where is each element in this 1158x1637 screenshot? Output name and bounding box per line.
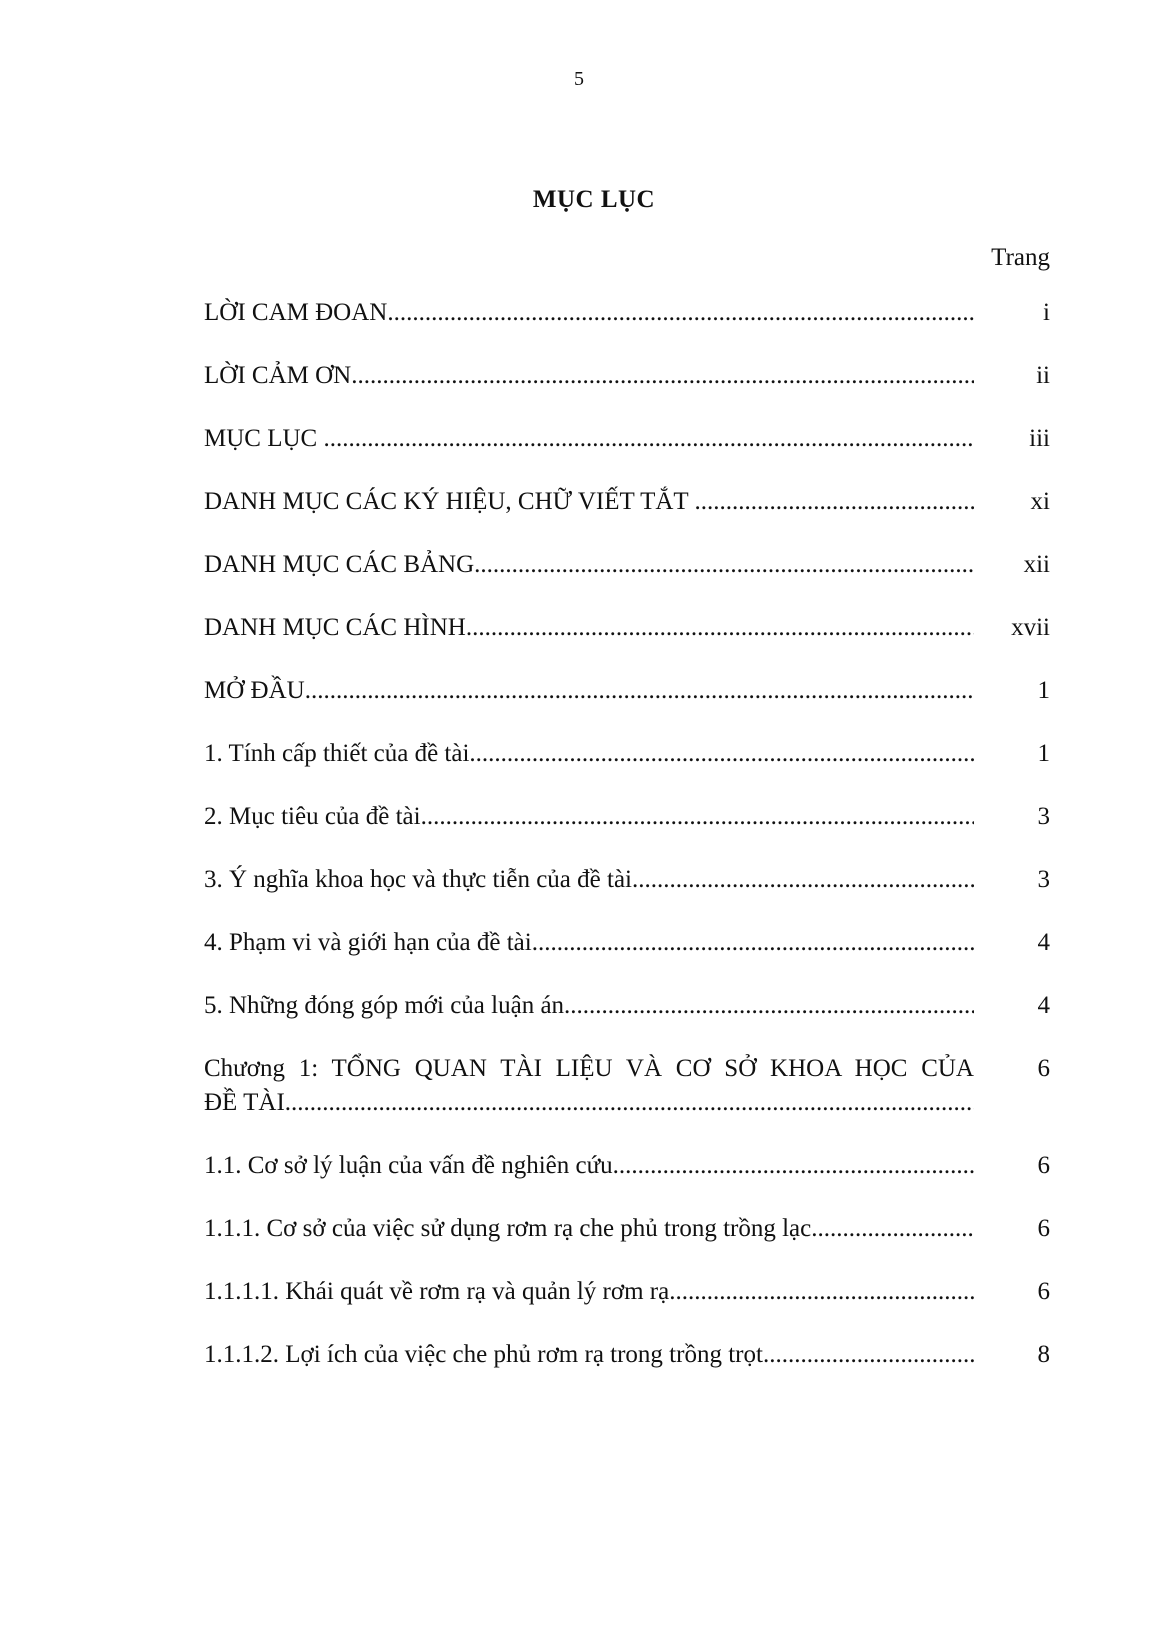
toc-entry[interactable]: [204, 359, 1050, 422]
toc-entry-page: 1: [1037, 677, 1050, 704]
toc-entry-page: ii: [1036, 362, 1050, 389]
leader-dots: [763, 1341, 974, 1368]
toc-entry-page: 6: [1037, 1278, 1050, 1305]
toc-entry[interactable]: [204, 926, 1050, 989]
toc-entry-text: 4. Phạm vi và giới hạn của đề tài: [204, 929, 532, 956]
toc-entry[interactable]: [204, 485, 1050, 548]
leader-dots: [305, 677, 974, 704]
toc-entry[interactable]: [204, 1149, 1050, 1212]
toc-entry[interactable]: [204, 1212, 1050, 1275]
toc-entry-page: xvii: [1011, 614, 1050, 641]
leader-dots: [613, 1152, 974, 1179]
page-column-label: Trang: [991, 244, 1050, 271]
leader-dots: [285, 1089, 974, 1116]
leader-dots: [532, 929, 974, 956]
leader-dots: [469, 740, 974, 767]
toc-entry-text: DANH MỤC CÁC KÝ HIỆU, CHỮ VIẾT TẮT: [204, 488, 695, 515]
toc-entry[interactable]: [204, 800, 1050, 863]
toc-entry[interactable]: [204, 611, 1050, 674]
leader-dots: [669, 1278, 974, 1305]
toc-entry[interactable]: [204, 674, 1050, 737]
leader-dots: [811, 1215, 974, 1242]
toc-entry[interactable]: [204, 1275, 1050, 1338]
toc-entry-text: 3. Ý nghĩa khoa học và thực tiễn của đề tài: [204, 866, 632, 893]
toc-entry-text: Chương 1: TỔNG QUAN TÀI LIỆU VÀ CƠ SỞ KHOA HỌC CỦA: [204, 1055, 974, 1082]
table-of-contents: [204, 296, 1050, 1401]
toc-entry-page: 4: [1037, 992, 1050, 1019]
toc-entry-page: 3: [1037, 803, 1050, 830]
toc-entry[interactable]: [204, 1338, 1050, 1401]
toc-entry[interactable]: [204, 548, 1050, 611]
leader-dots: [474, 551, 974, 578]
toc-entry-text: LỜI CẢM ƠN: [204, 362, 352, 389]
toc-entry-text: 2. Mục tiêu của đề tài: [204, 803, 421, 830]
toc-entry-page: 6: [1037, 1152, 1050, 1179]
toc-entry-page: 3: [1037, 866, 1050, 893]
toc-entry-text: 1.1. Cơ sở lý luận của vấn đề nghiên cứu: [204, 1152, 613, 1179]
toc-entry-text: DANH MỤC CÁC BẢNG: [204, 551, 475, 578]
toc-entry-page: iii: [1029, 425, 1050, 452]
toc-entry-text: 5. Những đóng góp mới của luận án: [204, 992, 565, 1019]
toc-entry-chapter[interactable]: [204, 1052, 1050, 1149]
toc-entry-page: 4: [1037, 929, 1050, 956]
toc-entry-text: 1.1.1. Cơ sở của việc sử dụng rơm rạ che phủ trong trồng lạc: [204, 1215, 812, 1242]
toc-entry-page: 1: [1037, 740, 1050, 767]
toc-entry[interactable]: [204, 737, 1050, 800]
toc-entry-page: i: [1043, 299, 1050, 326]
toc-entry[interactable]: [204, 989, 1050, 1052]
leader-dots: [421, 803, 974, 830]
toc-entry-page: xii: [1023, 551, 1050, 578]
page-number: 5: [574, 68, 584, 90]
toc-entry-text: 1.1.1.2. Lợi ích của việc che phủ rơm rạ trong trồng trọt: [204, 1341, 763, 1368]
toc-entry[interactable]: [204, 863, 1050, 926]
toc-entry[interactable]: [204, 296, 1050, 359]
leader-dots: [694, 488, 974, 515]
leader-dots: [387, 299, 974, 326]
toc-entry[interactable]: [204, 422, 1050, 485]
toc-entry-text: LỜI CAM ĐOAN: [204, 299, 388, 326]
toc-entry-text: 1. Tính cấp thiết của đề tài: [204, 740, 470, 767]
toc-entry-page: 6: [1037, 1215, 1050, 1242]
toc-entry-page: 8: [1037, 1341, 1050, 1368]
toc-entry-text-continued: ĐỀ TÀI: [204, 1089, 285, 1116]
toc-entry-text: 1.1.1.1. Khái quát về rơm rạ và quản lý rơm rạ: [204, 1278, 670, 1305]
toc-entry-page: 6: [1037, 1055, 1050, 1082]
toc-entry-text: DANH MỤC CÁC HÌNH: [204, 614, 466, 641]
toc-entry-text: MỤC LỤC: [204, 425, 324, 452]
toc-entry-page: xi: [1030, 488, 1050, 515]
leader-dots: [466, 614, 974, 641]
leader-dots: [351, 362, 974, 389]
toc-title: MỤC LỤC: [532, 186, 656, 213]
leader-dots: [323, 425, 974, 452]
toc-entry-text: MỞ ĐẦU: [204, 677, 305, 704]
leader-dots: [632, 866, 974, 893]
leader-dots: [564, 992, 974, 1019]
